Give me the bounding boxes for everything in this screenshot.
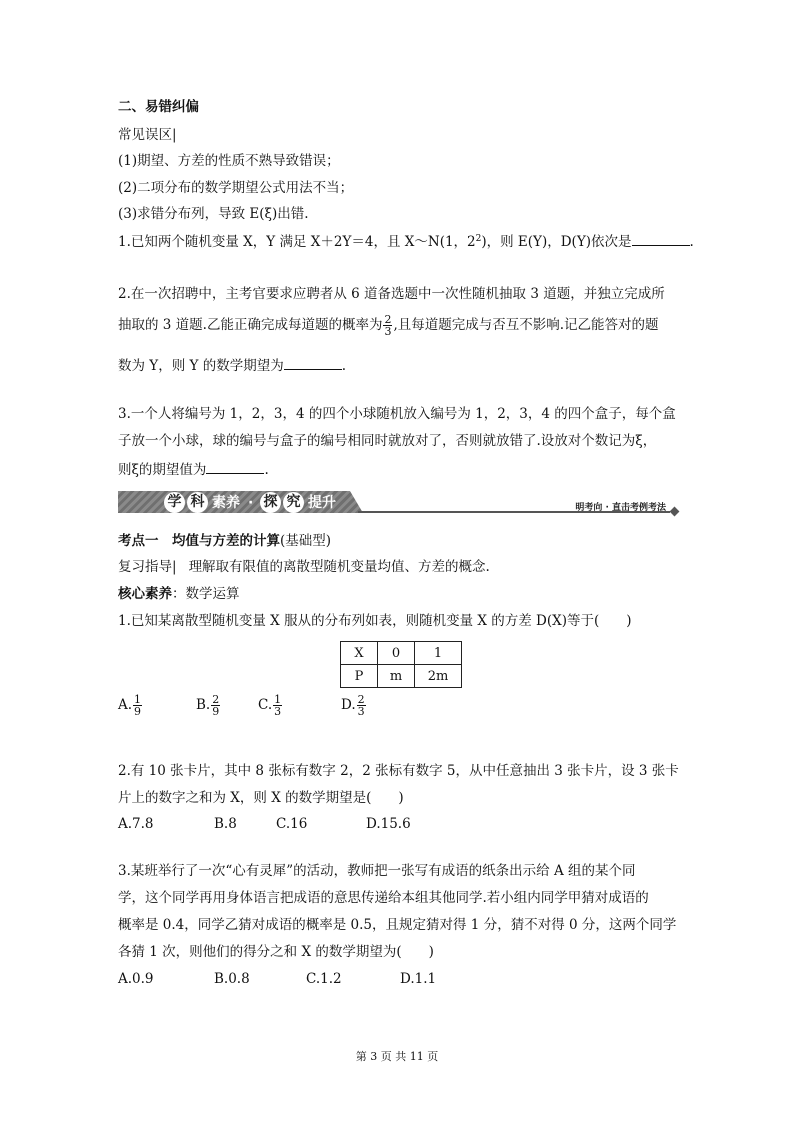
table-cell: X [341,642,378,665]
q1-text: 1.已知两个随机变量 X，Y 满足 X＋2Y＝4，且 X～N(1，2 [118,234,476,250]
option-a[interactable]: A.0.9 [118,971,154,987]
answer-blank[interactable] [632,232,690,246]
fraction [211,694,220,717]
q1-text: )，则 E(Y)，D(Y)依次是 [481,234,632,250]
problem-1: 1.已知某离散型随机变量 X 服从的分布列如表，则随机变量 X 的方差 D(X)等于( ) [118,613,632,629]
section-subtitle: 常见误区| [118,127,177,143]
core-text: ：数学运算 [172,586,240,602]
fraction [133,694,142,717]
option-c[interactable] [258,694,283,717]
option-a[interactable]: A.7.8 [118,816,154,832]
fraction-numerator: 1 [274,693,282,706]
q2-line [118,356,346,375]
problem-2-line: 2.有 10 张卡片，其中 8 张标有数字 2，2 张标有数字 5，从中任意抽出 3 张卡片，设 3 张卡 [118,763,679,779]
option-label: A. [118,697,133,713]
q3-line [118,460,269,479]
page-footer: 第 3 页 共 11 页 [355,1050,439,1063]
option-c[interactable]: C.16 [276,816,308,832]
core-literacy [118,585,240,603]
q1-superscript: 2 [475,234,482,244]
q2-end: . [341,358,346,374]
fraction-numerator: 2 [212,693,220,706]
problem-3-line: 3.某班举行了一次“心有灵犀”的活动，教师把一张写有成语的纸条出示给 A 组的某个同 [118,863,636,879]
fraction-denominator: 3 [357,705,365,718]
q2-line: 2.在一次招聘中，主考官要求应聘者从 6 道备选题中一次性随机抽取 3 道题，并独立完成所 [118,286,665,302]
table-cell: 2m [415,665,462,688]
fraction [273,694,282,717]
q3-end: . [264,462,269,478]
answer-blank[interactable] [206,460,264,474]
banner-dot: · [248,495,254,511]
table-row [341,665,462,688]
kaodian-title [118,532,331,550]
q3-text: 则ξ的期望值为 [118,462,207,478]
fraction [383,314,392,337]
banner-text: 提升 [308,495,336,511]
option-d[interactable] [341,694,367,717]
diamond-icon [670,507,680,517]
section-banner [118,487,682,519]
guide-text: 理解取有限值的离散型随机变量均值、方差的概念. [188,559,490,575]
q2-line [118,314,659,337]
q3-line: 子放一个小球，球的编号与盒子的编号相同时就放对了，否则就放错了.设放对个数记为ξ， [118,433,657,449]
guide-label: 复习指导| [118,559,177,575]
table-row [341,642,462,665]
option-label: B. [196,697,211,713]
q2-text: 数为 Y，则 Y 的数学期望为 [118,358,284,374]
q2-text: ,且每道题完成与否互不影响.记乙能答对的题 [393,317,659,333]
list-item: (1)期望、方差的性质不熟导致错误； [118,153,340,169]
option-label: C. [258,697,273,713]
section-title: 二、易错纠偏 [118,99,199,115]
distribution-table [340,641,462,688]
table-cell: P [341,665,378,688]
banner-char-circle: 科 [187,492,208,513]
problem-2-line: 片上的数字之和为 X，则 X 的数学期望是( ) [118,790,404,806]
option-a[interactable] [118,694,143,717]
fraction-denominator: 3 [384,325,392,338]
table-cell: 1 [415,642,462,665]
problem-3-line: 各猜 1 次，则他们的得分之和 X 的数学期望为( ) [118,944,434,960]
problem-3-line: 学，这个同学再用身体语言把成语的意思传递给本组其他同学.若小组内同学甲猜对成语的 [118,890,649,906]
banner-char-circle: 探 [260,492,281,513]
banner-text: 素养 [212,495,240,511]
kaodian-tag: (基础型) [280,533,332,549]
fraction-denominator: 9 [134,705,142,718]
option-d[interactable]: D.1.1 [400,971,437,987]
option-b[interactable]: B.0.8 [214,971,250,987]
banner-char-circle: 学 [164,492,185,513]
fraction-denominator: 3 [274,705,282,718]
q2-text: 抽取的 3 道题.乙能正确完成每道题的概率为 [118,317,383,333]
table-cell: m [378,665,415,688]
question-1 [118,232,694,251]
fraction-numerator: 1 [134,693,142,706]
review-guide [118,558,490,576]
q3-line: 3.一个人将编号为 1，2，3，4 的四个小球随机放入编号为 1，2，3，4 的四个盒子，每个盒 [118,406,676,422]
option-b[interactable] [196,694,221,717]
banner-char-circle: 究 [283,492,304,513]
banner-right-text: 明考向 · 直击考例考法 [575,503,666,513]
fraction-numerator: 2 [384,313,392,326]
answer-blank[interactable] [284,356,342,370]
q1-end: . [689,234,694,250]
option-b[interactable]: B.8 [214,816,237,832]
core-label: 核心素养 [118,586,172,602]
problem-3-line: 概率是 0.4，同学乙猜对成语的概率是 0.5，且规定猜对得 1 分，猜不对得 0 分，这两个同学 [118,917,677,933]
option-label: D. [341,697,356,713]
table-cell: 0 [378,642,415,665]
fraction-numerator: 2 [357,693,365,706]
option-c[interactable]: C.1.2 [306,971,342,987]
list-item: (3)求错分布列，导致 E(ξ)出错. [118,206,309,222]
option-d[interactable]: D.15.6 [366,816,411,832]
list-item: (2)二项分布的数学期望公式用法不当； [118,180,354,196]
fraction-denominator: 9 [212,705,220,718]
fraction [357,694,366,717]
kaodian-title-text: 考点一 均值与方差的计算 [118,533,280,549]
